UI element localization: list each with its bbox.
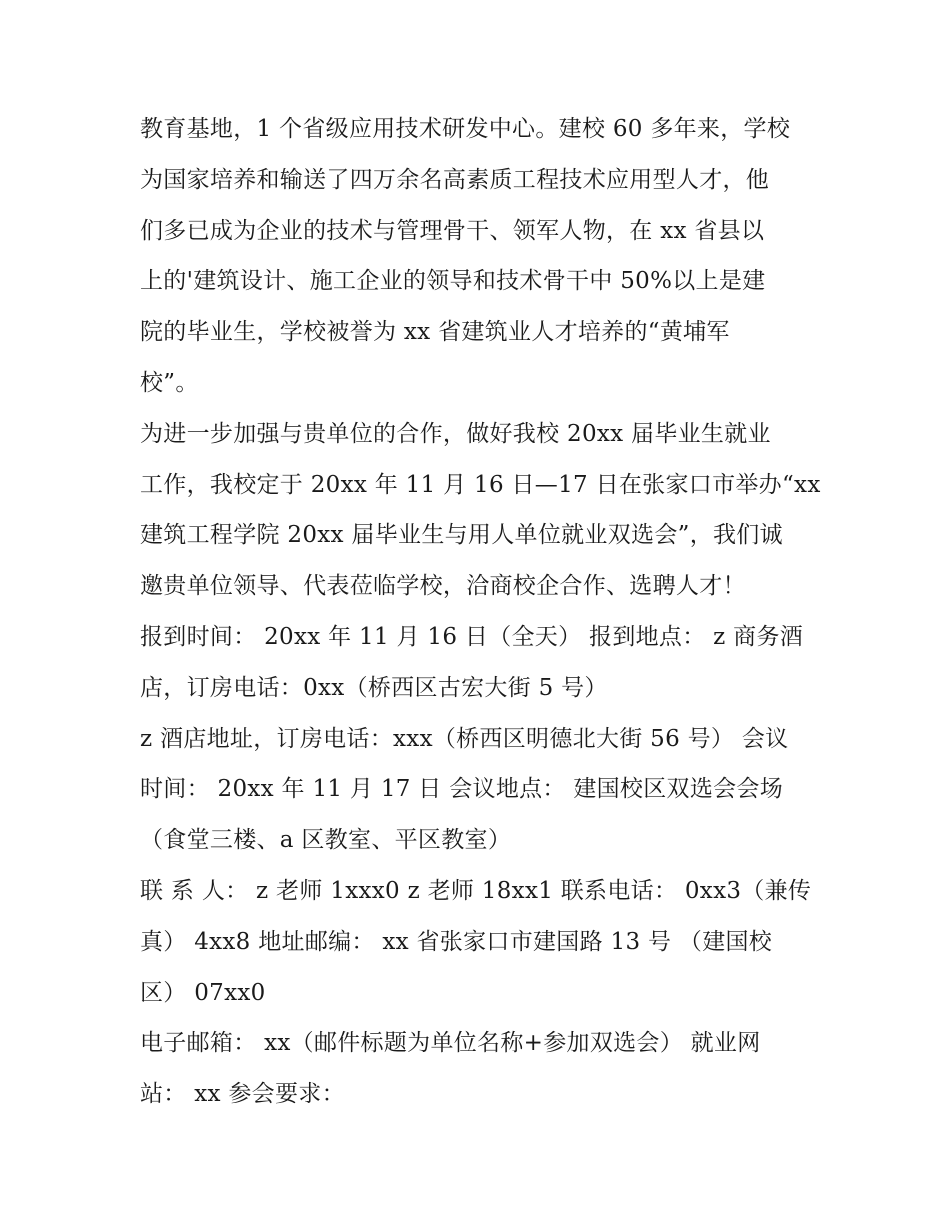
text-line: 校”。 [140, 369, 199, 396]
text-line: 站： xx 参会要求： [140, 1081, 345, 1108]
text-line: 们多已成为企业的技术与管理骨干、领军人物，在 xx 省县以 [140, 217, 765, 244]
text-line: 为进一步加强与贵单位的合作，做好我校 20xx 届毕业生就业 [140, 420, 771, 447]
text-line: （食堂三楼、a 区教室、平区教室） [140, 827, 512, 854]
text-line: 上的'建筑设计、施工企业的领导和技术骨干中 50%以上是建 [140, 268, 766, 295]
text-line: 工作，我校定于 20xx 年 11 月 16 日—17 日在张家口市举办“xx [140, 471, 821, 498]
text-line: 为国家培养和输送了四万余名高素质工程技术应用型人才，他 [140, 166, 770, 193]
text-line: 联 系 人： z 老师 1xxx0 z 老师 18xx1 联系电话： 0xx3（兼传 [140, 877, 812, 904]
text-line: 店，订房电话：0xx（桥西区古宏大街 5 号） [140, 674, 608, 701]
text-line: 建筑工程学院 20xx 届毕业生与用人单位就业双选会”，我们诚 [140, 522, 783, 549]
body-text [140, 104, 820, 1120]
text-line: 邀贵单位领导、代表莅临学校，洽商校企合作、选聘人才！ [140, 573, 746, 600]
text-line: 教育基地，1 个省级应用技术研发中心。建校 60 多年来，学校 [140, 116, 791, 142]
text-line: 电子邮箱： xx（邮件标题为单位名称+参加双选会） 就业网 [140, 1030, 761, 1057]
text-line: 院的毕业生，学校被誉为 xx 省建筑业人才培养的“黄埔军 [140, 319, 730, 346]
text-line: 真） 4xx8 地址邮编： xx 省张家口市建国路 13 号 （建国校 [140, 928, 773, 955]
text-line: 报到时间： 20xx 年 11 月 16 日（全天） 报到地点： z 商务酒 [140, 623, 804, 650]
text-line: 区） 07xx0 [140, 979, 266, 1006]
text-line: z 酒店地址，订房电话：xxx（桥西区明德北大街 56 号） 会议 [140, 725, 789, 752]
text-line: 时间： 20xx 年 11 月 17 日 会议地点： 建国校区双选会会场 [140, 776, 784, 803]
